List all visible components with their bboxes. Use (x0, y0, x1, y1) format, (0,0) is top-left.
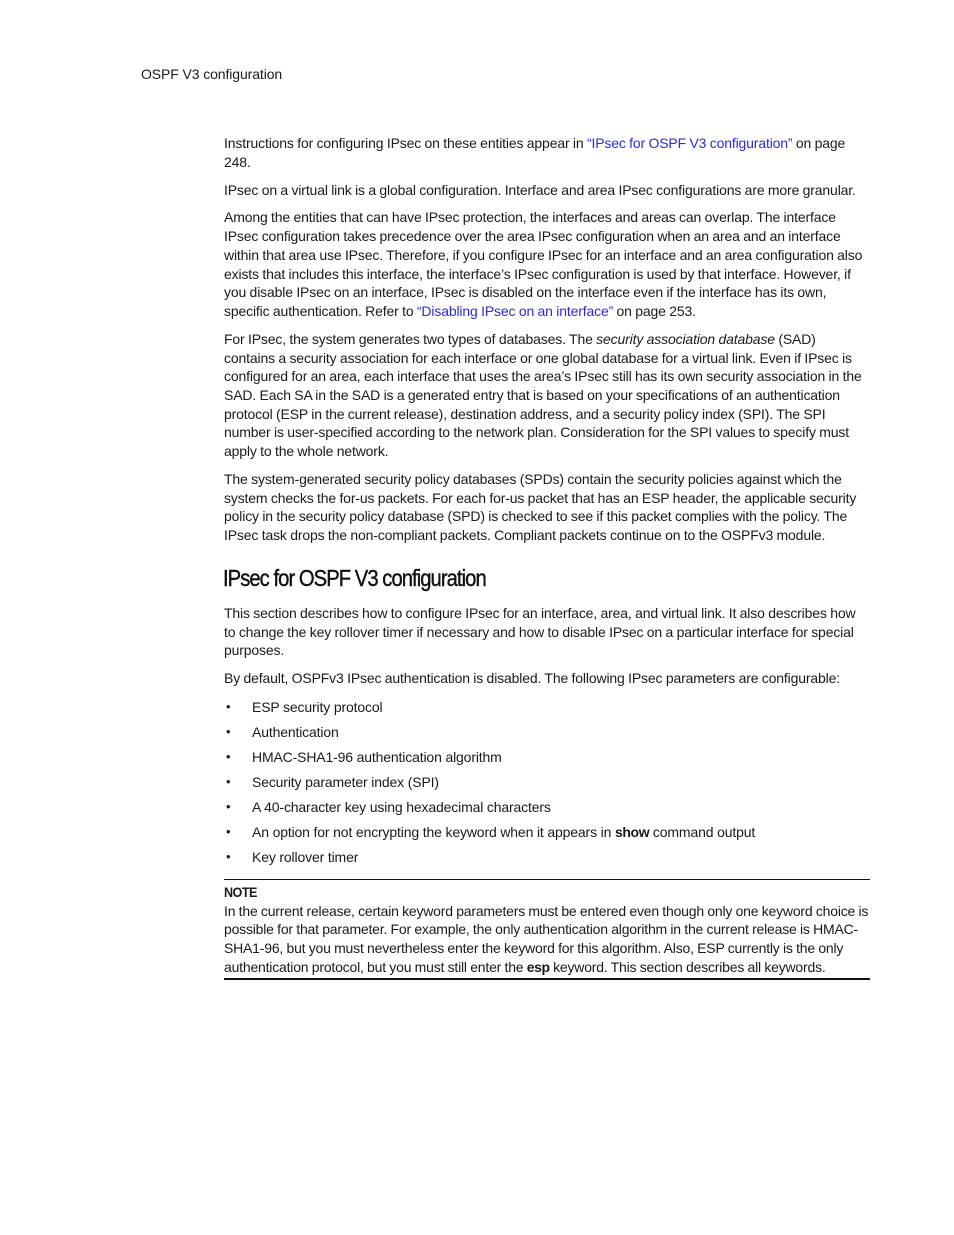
note-text-part: In the current release, certain keyword parameters must be entered even though only one keyword choice is possible for that parameter. For example, the only authentication algorithm in the current release is HMAC-SHA1-96, but you must nevertheless enter the keyword for this algorithm. Also, ESP currently is the only authentication protocol, but you must still enter the (224, 902, 869, 975)
list-item (224, 823, 870, 842)
note-text (224, 902, 870, 977)
bullet-icon: • (226, 723, 231, 739)
list-item-text: HMAC-SHA1-96 authentication algorithm (252, 748, 502, 765)
bullet-icon: • (226, 698, 231, 714)
note-text-part: keyword. This section describes all keywords. (549, 958, 826, 975)
bullet-icon: • (226, 848, 231, 864)
list-item-text: Security parameter index (SPI) (252, 773, 439, 790)
list-item (224, 698, 870, 717)
list-item-text: Authentication (252, 723, 339, 740)
paragraph-default-disabled: By default, OSPFv3 IPsec authentication is disabled. The following IPsec parameters are configurable: (224, 670, 841, 687)
paragraph-text: on page 253. (613, 303, 696, 319)
paragraph-spd: The system-generated security policy databases (SPDs) contain the security policies against which the system checks the for-us packets. For each for-us packet that has an ESP header, the applicable security policy in the security policy database (SPD) is checked to see if this packet complies with the policy. The IPsec task drops the non-compliant packets. Compliant packets continue on to the OSPFv3 module. (224, 471, 857, 544)
list-item (224, 748, 870, 767)
paragraph-text: Instructions for configuring IPsec on these entities appear in (224, 135, 587, 151)
paragraph-virtual-link: IPsec on a virtual link is a global configuration. Interface and area IPsec configurations are more granular. (224, 181, 856, 198)
paragraph-instructions (224, 134, 870, 171)
bullet-icon: • (226, 823, 231, 839)
link-ipsec-for-ospfv3-configuration[interactable]: “IPsec for OSPF V3 configuration” (586, 135, 793, 151)
note-box (224, 879, 870, 981)
bullet-icon: • (226, 798, 231, 814)
list-item (224, 848, 870, 867)
paragraph-text: For IPsec, the system generates two types of databases. The (224, 330, 597, 347)
list-item-text: ESP security protocol (252, 698, 383, 715)
list-item-text: A 40-character key using hexadecimal characters (252, 798, 551, 815)
bullet-icon: • (226, 748, 231, 764)
paragraph-text: Among the entities that can have IPsec protection, the interfaces and areas can overlap. The interface IPsec configuration takes precedence over the area IPsec configuration when an area and an interface within that area use IPsec. Therefore, if you configure IPsec for an interface and an area configuration also exists that includes this interface, the interface’s IPsec configuration is used by that interface. However, if you disable IPsec on an interface, IPsec is disabled on the interface even if the interface has its own, specific authentication. Refer to (224, 209, 863, 319)
list-item (224, 773, 870, 792)
list-item-text: command output (649, 823, 756, 840)
running-header: OSPF V3 configuration (141, 66, 283, 82)
paragraph-text: (SAD) contains a security association for each interface or one global database for a virtual link. Even if IPsec is configured for an area, each interface that uses the area’s IPsec still has its own security association in the SAD. Each SA in the SAD is a generated entry that is based on your specifications of an authentication protocol (ESP in the current release), destination address, and a security policy index (SPI). The SPI number is user-specified according to the network plan. Consideration for the SPI values to specify must apply to the whole network. (224, 330, 862, 460)
list-item-text: An option for not encrypting the keyword when it appears in (252, 823, 615, 840)
keyword-esp: esp (526, 958, 550, 975)
link-disabling-ipsec-on-an-interface[interactable]: “Disabling IPsec on an interface” (416, 303, 614, 319)
parameter-list (224, 698, 870, 867)
list-item (224, 723, 870, 742)
keyword-show: show (615, 823, 650, 840)
list-item-text: Key rollover timer (252, 848, 359, 865)
paragraph-section-intro: This section describes how to configure IPsec for an interface, area, and virtual link. It also describes how to change the key rollover timer if necessary and how to disable IPsec on a particular interface for special purposes. (224, 604, 856, 659)
paragraph-text: on page 248. (224, 135, 846, 170)
note-title: NOTE (224, 883, 257, 900)
paragraph-overlap (224, 208, 870, 320)
page-content (224, 134, 870, 980)
section-heading: IPsec for OSPF V3 configuration (223, 564, 486, 591)
paragraph-sad (224, 330, 870, 461)
list-item (224, 798, 870, 817)
bullet-icon: • (226, 773, 231, 789)
term-security-association-database: security association database (596, 330, 775, 347)
